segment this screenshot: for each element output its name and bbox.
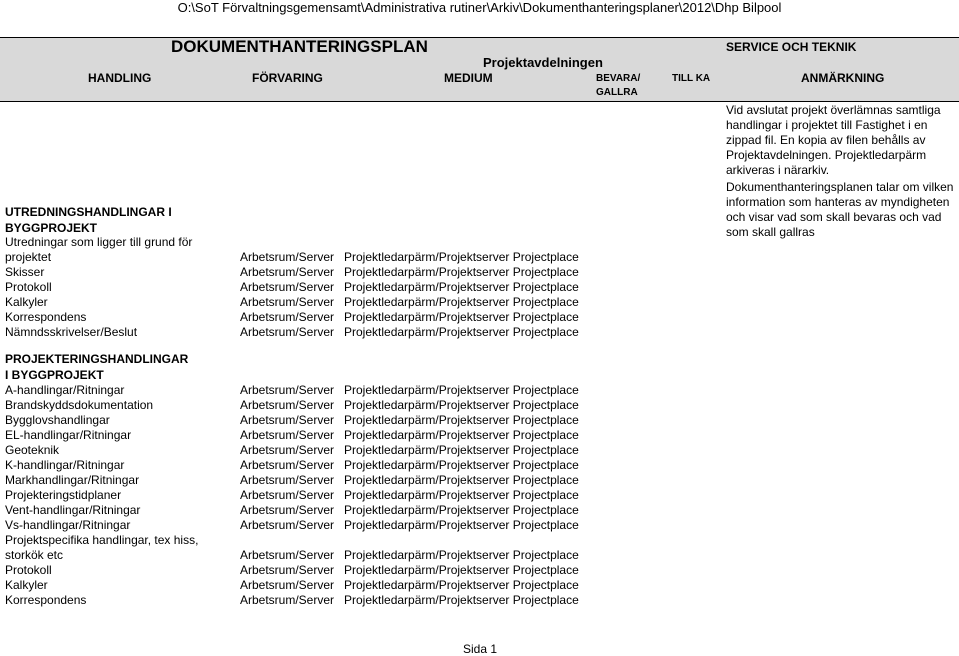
handling-cell: Skisser	[5, 265, 45, 279]
medium-cell: Projektledarpärm/Projektserver Projectplace	[344, 458, 579, 472]
table-row	[5, 280, 725, 295]
handling-cell: EL-handlingar/Ritningar	[5, 428, 132, 442]
handling-cell: Korrespondens	[5, 593, 87, 607]
handling-cell: Bygglovshandlingar	[5, 413, 110, 427]
document-title: DOKUMENTHANTERINGSPLAN	[171, 37, 428, 56]
medium-cell: Projektledarpärm/Projektserver Projectplace	[344, 548, 579, 562]
handling-cell: projektet	[5, 250, 52, 264]
medium-cell: Projektledarpärm/Projektserver Projectplace	[344, 280, 579, 294]
handling-cell: Projekteringstidplaner	[5, 488, 122, 502]
forvaring-cell: Arbetsrum/Server	[240, 310, 335, 324]
medium-cell: Projektledarpärm/Projektserver Projectplace	[344, 413, 579, 427]
medium-cell: Projektledarpärm/Projektserver Projectplace	[344, 310, 579, 324]
medium-cell: Projektledarpärm/Projektserver Projectplace	[344, 488, 579, 502]
table-row	[5, 578, 725, 593]
table-row	[5, 325, 725, 340]
forvaring-cell: Arbetsrum/Server	[240, 563, 335, 577]
table-row	[5, 235, 725, 250]
column-header-medium: MEDIUM	[444, 71, 493, 85]
handling-cell: Geoteknik	[5, 443, 60, 457]
medium-cell: Projektledarpärm/Projektserver Projectplace	[344, 518, 579, 532]
medium-cell: Projektledarpärm/Projektserver Projectplace	[344, 503, 579, 517]
header-bottom-rule	[0, 101, 959, 102]
handling-cell: Markhandlingar/Ritningar	[5, 473, 140, 487]
forvaring-cell: Arbetsrum/Server	[240, 325, 335, 339]
handling-cell: storkök etc	[5, 548, 64, 562]
column-header-bevara: BEVARA/	[596, 73, 641, 84]
table-row	[5, 413, 725, 428]
table-row	[5, 488, 725, 503]
department-subtitle: Projektavdelningen	[483, 55, 603, 70]
forvaring-cell: Arbetsrum/Server	[240, 265, 335, 279]
table-row	[5, 533, 725, 548]
forvaring-cell: Arbetsrum/Server	[240, 295, 335, 309]
table-row	[5, 428, 725, 443]
section-heading-utredning: UTREDNINGSHANDLINGAR I BYGGPROJEKT	[5, 205, 172, 235]
table-row	[5, 458, 725, 473]
forvaring-cell: Arbetsrum/Server	[240, 280, 335, 294]
forvaring-cell: Arbetsrum/Server	[240, 578, 335, 592]
column-header-gallra: GALLRA	[596, 87, 638, 98]
handling-cell: Vent-handlingar/Ritningar	[5, 503, 141, 517]
handling-cell: Protokoll	[5, 563, 52, 577]
handling-cell: K-handlingar/Ritningar	[5, 458, 125, 472]
handling-cell: Kalkyler	[5, 295, 48, 309]
handling-cell: Protokoll	[5, 280, 52, 294]
table-row	[5, 383, 725, 398]
table-row	[5, 563, 725, 578]
forvaring-cell: Arbetsrum/Server	[240, 428, 335, 442]
table-row	[5, 295, 725, 310]
remark-paragraph-2: Dokumenthanteringsplanen talar om vilken information som hanteras av myndigheten och visar vad som skall bevaras och vad som skall gallras	[726, 180, 954, 239]
remark-text	[726, 103, 956, 240]
table-row	[5, 310, 725, 325]
table-row	[5, 548, 725, 563]
column-header-anmarkning: ANMÄRKNING	[801, 71, 885, 85]
column-header-forvaring: FÖRVARING	[252, 71, 323, 85]
medium-cell: Projektledarpärm/Projektserver Projectplace	[344, 398, 579, 412]
forvaring-cell: Arbetsrum/Server	[240, 548, 335, 562]
forvaring-cell: Arbetsrum/Server	[240, 503, 335, 517]
handling-cell: Brandskyddsdokumentation	[5, 398, 154, 412]
forvaring-cell: Arbetsrum/Server	[240, 488, 335, 502]
column-header-till-ka: TILL KA	[672, 73, 711, 84]
table-row	[5, 518, 725, 533]
handling-cell: A-handlingar/Ritningar	[5, 383, 125, 397]
table-row	[5, 503, 725, 518]
handling-cell: Vs-handlingar/Ritningar	[5, 518, 131, 532]
table-row	[5, 443, 725, 458]
table-row	[5, 593, 725, 608]
forvaring-cell: Arbetsrum/Server	[240, 593, 335, 607]
medium-cell: Projektledarpärm/Projektserver Projectplace	[344, 295, 579, 309]
medium-cell: Projektledarpärm/Projektserver Projectplace	[344, 265, 579, 279]
medium-cell: Projektledarpärm/Projektserver Projectplace	[344, 250, 579, 264]
medium-cell: Projektledarpärm/Projektserver Projectplace	[344, 563, 579, 577]
medium-cell: Projektledarpärm/Projektserver Projectplace	[344, 578, 579, 592]
forvaring-cell: Arbetsrum/Server	[240, 383, 335, 397]
forvaring-cell: Arbetsrum/Server	[240, 458, 335, 472]
medium-cell: Projektledarpärm/Projektserver Projectplace	[344, 428, 579, 442]
table-row	[5, 250, 725, 265]
table-row	[5, 398, 725, 413]
table-row	[5, 473, 725, 488]
handling-cell: Kalkyler	[5, 578, 48, 592]
forvaring-cell: Arbetsrum/Server	[240, 398, 335, 412]
document-path-header: O:\SoT Förvaltningsgemensamt\Administrativa rutiner\Arkiv\Dokumenthanteringsplaner\2012\Dhp Bilpool	[177, 0, 782, 15]
handling-cell: Utredningar som ligger till grund för	[5, 235, 193, 249]
section-heading-projektering: PROJEKTERINGSHANDLINGAR I BYGGPROJEKT	[5, 352, 189, 382]
forvaring-cell: Arbetsrum/Server	[240, 413, 335, 427]
column-header-handling: HANDLING	[88, 71, 152, 85]
medium-cell: Projektledarpärm/Projektserver Projectplace	[344, 593, 579, 607]
handling-cell: Projektspecifika handlingar, tex hiss,	[5, 533, 199, 547]
forvaring-cell: Arbetsrum/Server	[240, 250, 335, 264]
forvaring-cell: Arbetsrum/Server	[240, 443, 335, 457]
medium-cell: Projektledarpärm/Projektserver Projectplace	[344, 443, 579, 457]
forvaring-cell: Arbetsrum/Server	[240, 473, 335, 487]
handling-cell: Nämndsskrivelser/Beslut	[5, 325, 138, 339]
handling-cell: Korrespondens	[5, 310, 87, 324]
medium-cell: Projektledarpärm/Projektserver Projectplace	[344, 325, 579, 339]
header-top-rule	[0, 37, 959, 38]
division-name: SERVICE OCH TEKNIK	[726, 40, 857, 54]
medium-cell: Projektledarpärm/Projektserver Projectplace	[344, 383, 579, 397]
page-number: Sida 1	[463, 642, 498, 656]
forvaring-cell: Arbetsrum/Server	[240, 518, 335, 532]
medium-cell: Projektledarpärm/Projektserver Projectplace	[344, 473, 579, 487]
table-row	[5, 265, 725, 280]
remark-paragraph-1: Vid avslutat projekt överlämnas samtliga handlingar i projektet till Fastighet i en zippad fil. En kopia av filen behålls av Projektavdelningen. Projektledarpärm arkiveras i närarkiv.	[726, 103, 941, 177]
